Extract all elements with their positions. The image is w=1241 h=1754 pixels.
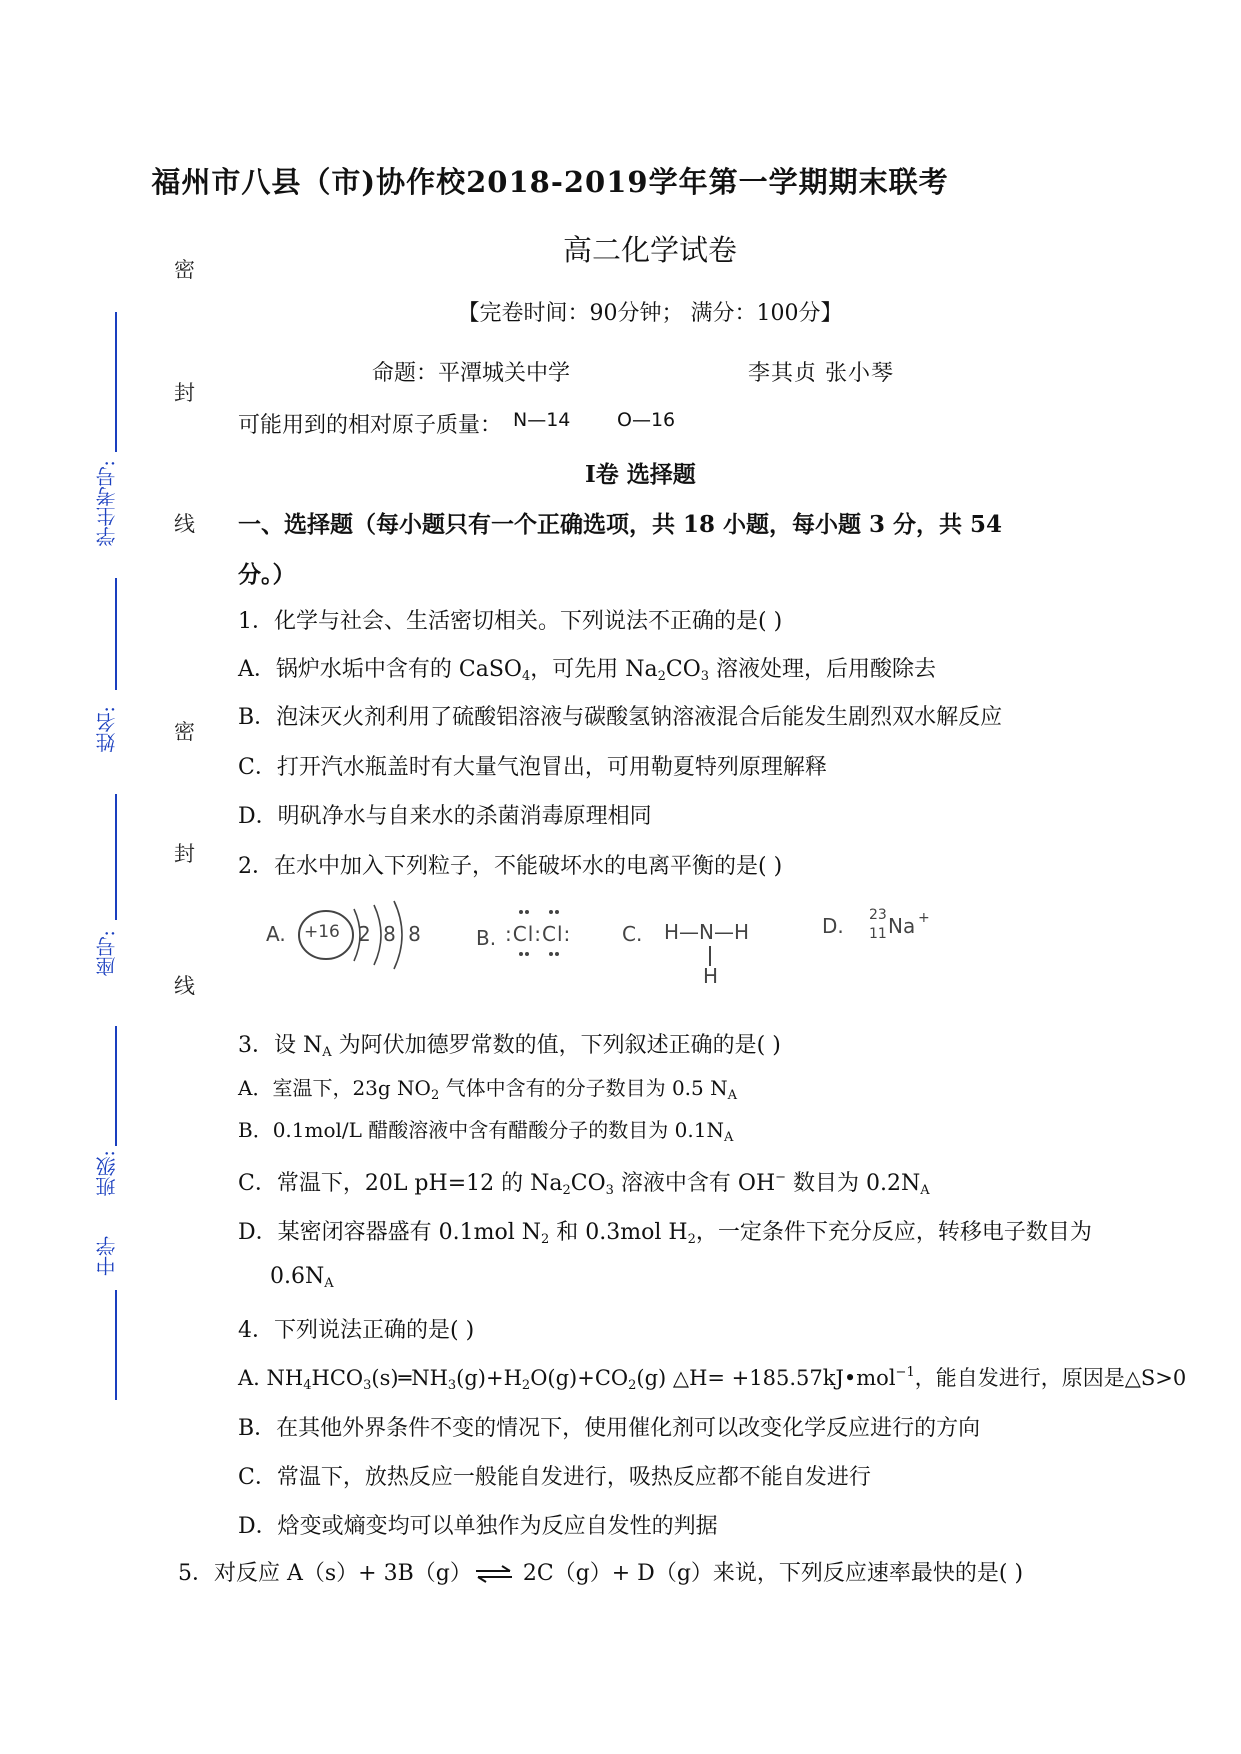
section-heading-line2: 分。） [238, 561, 296, 588]
q2-nh2-bond [709, 946, 711, 966]
blank-line-name [115, 578, 117, 690]
q3-stem: 3．设 $N_A$ 为阿伏加德罗常数的值，下列叙述正确的是( ) [238, 1033, 781, 1060]
q2-na-atomic-number: 11 [869, 926, 887, 942]
blank-line-school [115, 1290, 117, 1400]
q3-option-c: C．常温下，20L pH=12 的 $Na_2CO_3$ 溶液中含有 OH− 数目为 $0.2N_A$ [238, 1170, 930, 1198]
blank-line-seat [115, 794, 117, 920]
atomic-mass-n: N—14 [513, 409, 571, 431]
q2-nh2-formula: H—N—H [664, 920, 750, 944]
q4-option-d: D．焓变或熵变均可以单独作为反应自发性的判据 [238, 1514, 718, 1539]
q2-stem: 2．在水中加入下列粒子，不能破坏水的电离平衡的是( ) [238, 854, 783, 879]
q3-option-a: A．室温下，23g $NO_2$ 气体中含有的分子数目为 0.5 $N_A$ [238, 1076, 738, 1103]
author-names: 李其贞 张小琴 [748, 361, 894, 386]
q5-stem: 5．对反应 A（s）+ 3B（g） 2C（g）+ D（g）来说，下列反应速率最快的是( ) [178, 1561, 1024, 1586]
q2-option-c-label: C. [622, 922, 643, 946]
q1-option-c: C．打开汽水瓶盖时有大量气泡冒出，可用勒夏特列原理解释 [238, 755, 827, 780]
q2-option-b-label: B. [476, 926, 497, 950]
q2-option-a-label: A. [266, 922, 286, 946]
q3-option-d-continued: $0.6N_A$ [270, 1264, 334, 1291]
q2-ion-nucleus: +16 [304, 922, 340, 942]
exam-title: 福州市八县（市)协作校2018-2019学年第一学期期末联考 [151, 165, 949, 199]
section-heading-line1: 一、选择题（每小题只有一个正确选项，共 18 小题，每小题 3 分，共 54 [238, 511, 1003, 538]
exam-time-info: 【完卷时间：90分钟； 满分：100分】 [457, 301, 843, 326]
equilibrium-arrows-icon [474, 1565, 514, 1583]
class-label: 班级: [95, 1150, 119, 1197]
seal-char: 封 [174, 381, 195, 405]
q1-option-a: A．锅炉水垢中含有的 CaSO$_4$，可先用 $Na_2CO_3$ 溶液处理，后用酸除去 [238, 657, 937, 684]
q2-cl2-electron-dot: :Cl:Cl: [505, 922, 572, 946]
q2-na-charge: + [918, 910, 930, 926]
blank-line-class [115, 1026, 117, 1146]
q2-cl2-dots-diagram [505, 906, 571, 962]
seat-label: 座号: [95, 930, 119, 977]
part-title: Ⅰ卷 选择题 [585, 461, 696, 488]
q4-option-b: B．在其他外界条件不变的情况下，使用催化剂可以改变化学反应进行的方向 [238, 1416, 981, 1441]
seal-char: 密 [174, 720, 195, 744]
atomic-mass-label: 可能用到的相对原子质量： [238, 413, 503, 438]
author-label: 命题：平潭城关中学 [372, 361, 571, 386]
q3-option-d: D．某密闭容器盛有 0.1mol $N_2$ 和 0.3mol $H_2$，一定条件下充分反应，转移电子数目为 [238, 1220, 1092, 1247]
school-label: 中学 [95, 1236, 119, 1276]
q1-option-d: D．明矾净水与自来水的杀菌消毒原理相同 [238, 804, 652, 829]
q4-option-a: A. $NH_4HCO_3(s)═NH_3(g)+H_2O(g)+CO_2(g)$ △H= +185.57kJ•mol$^{-1}$，能自发进行，原因是△S>0 [238, 1365, 1187, 1393]
seal-char: 线 [174, 974, 195, 998]
seal-char: 封 [174, 842, 195, 866]
q3-option-b: B．0.1mol/L 醋酸溶液中含有醋酸分子的数目为 $0.1N_A$ [238, 1118, 734, 1145]
seal-char: 线 [174, 512, 195, 536]
q2-option-d-label: D. [822, 914, 844, 938]
q2-na-symbol: Na [888, 914, 916, 938]
name-label: 姓名: [95, 706, 119, 753]
student-id-label: 学生考号: [95, 460, 119, 547]
blank-line-student-id [115, 312, 117, 452]
q1-stem: 1．化学与社会、生活密切相关。下列说法不正确的是( ) [238, 609, 783, 634]
q2-na-mass-number: 23 [869, 907, 887, 923]
q2-ion-shells: 2 8 8 [358, 922, 421, 946]
q4-stem: 4．下列说法正确的是( ) [238, 1318, 475, 1343]
q1-option-b: B．泡沫灭火剂利用了硫酸铝溶液与碳酸氢钠溶液混合后能发生剧烈双水解反应 [238, 705, 1003, 730]
seal-char: 密 [174, 258, 195, 282]
atomic-mass-o: O—16 [617, 409, 676, 431]
exam-subtitle: 高二化学试卷 [562, 233, 737, 267]
q4-option-c: C．常温下，放热反应一般能自发进行，吸热反应都不能自发进行 [238, 1465, 871, 1490]
q2-nh2-bottom-h: H [703, 964, 719, 988]
